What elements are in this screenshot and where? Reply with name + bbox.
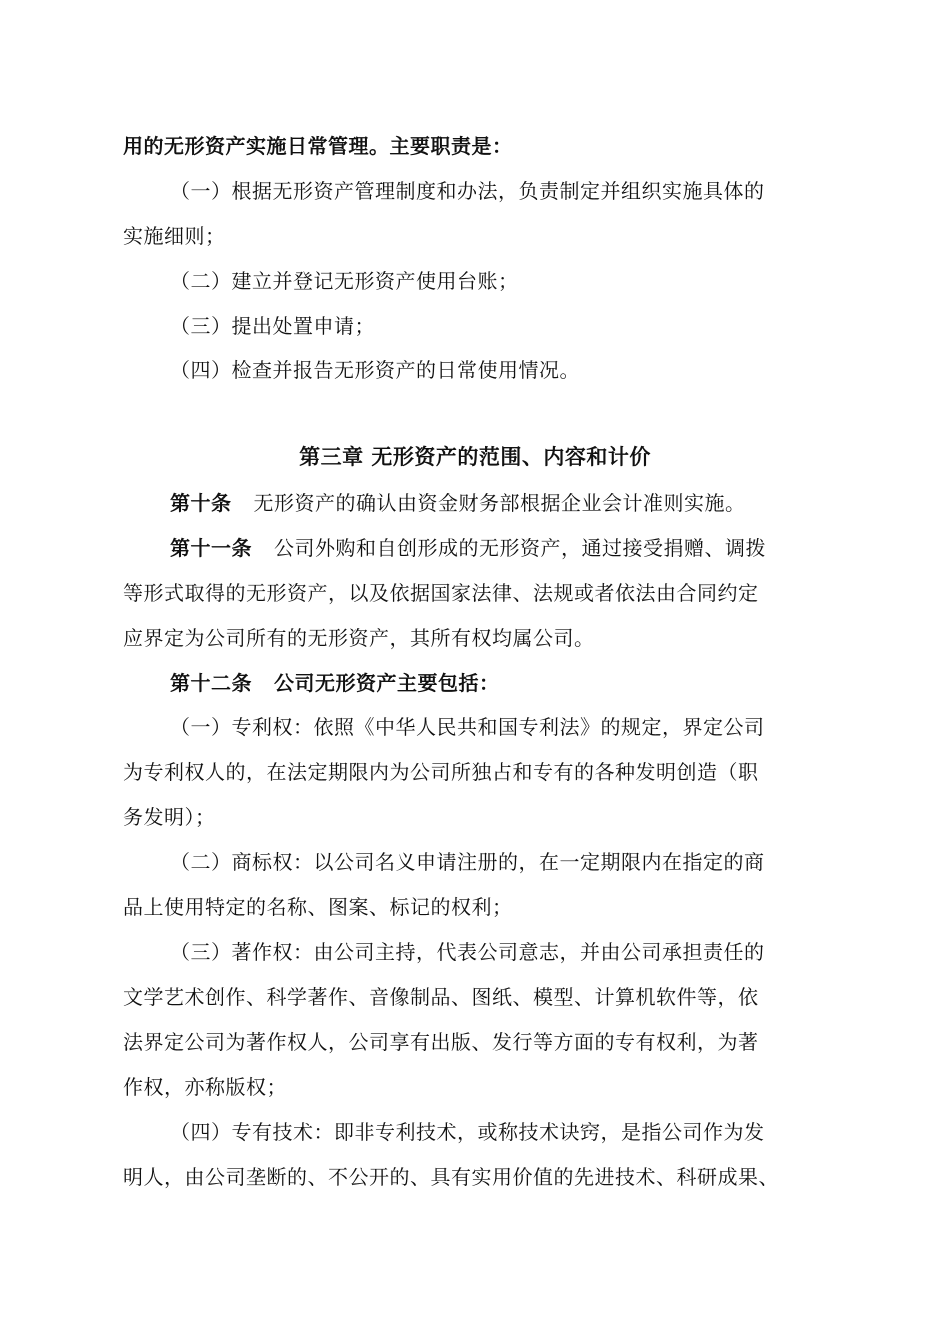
article-12-text: 公司无形资产主要包括： (274, 671, 500, 695)
duty-item-1: （一）根据无形资产管理制度和办法，负责制定并组织实施具体的 (170, 179, 765, 203)
scope-item-3-cont-3: 作权，亦称版权； (123, 1075, 287, 1099)
article-12-label: 第十二条 (170, 671, 252, 695)
duty-item-2: （二）建立并登记无形资产使用台账； (170, 269, 519, 293)
article-12 (0, 669, 950, 697)
article-10 (0, 489, 950, 517)
scope-item-1: （一）专利权：依照《中华人民共和国专利法》的规定，界定公司 (170, 715, 765, 739)
article-10-text: 无形资产的确认由资金财务部根据企业会计准则实施。 (253, 491, 746, 515)
scope-item-4-cont: 明人，由公司垄断的、不公开的、具有实用价值的先进技术、科研成果、 (123, 1165, 779, 1189)
scope-item-3: （三）著作权：由公司主持，代表公司意志，并由公司承担责任的 (170, 940, 765, 964)
duty-item-4: （四）检查并报告无形资产的日常使用情况。 (170, 358, 580, 382)
duty-item-1-cont: 实施细则； (123, 224, 226, 248)
scope-item-4: （四）专有技术：即非专利技术，或称技术诀窍，是指公司作为发 (170, 1120, 765, 1144)
article-11 (0, 534, 950, 562)
scope-item-2: （二）商标权：以公司名义申请注册的，在一定期限内在指定的商 (170, 850, 765, 874)
article-11-text-3: 应界定为公司所有的无形资产，其所有权均属公司。 (123, 626, 595, 650)
article-11-text-1: 公司外购和自创形成的无形资产，通过接受捐赠、调拨 (274, 536, 766, 560)
chapter-title: 第三章 无形资产的范围、内容和计价 (299, 444, 651, 469)
article-11-label: 第十一条 (170, 536, 252, 560)
scope-item-2-cont: 品上使用特定的名称、图案、标记的权利； (123, 895, 513, 919)
scope-item-1-cont-1: 为专利权人的，在法定期限内为公司所独占和专有的各种发明创造（职 (123, 760, 759, 784)
duties-intro: 用的无形资产实施日常管理。主要职责是： (123, 134, 513, 158)
scope-item-3-cont-1: 文学艺术创作、科学著作、音像制品、图纸、模型、计算机软件等，依 (123, 985, 759, 1009)
duty-item-3: （三）提出处置申请； (170, 314, 375, 338)
article-10-label: 第十条 (170, 491, 232, 515)
scope-item-3-cont-2: 法界定公司为著作权人，公司享有出版、发行等方面的专有权利，为著 (123, 1030, 759, 1054)
scope-item-1-cont-2: 务发明）； (123, 805, 216, 829)
article-11-text-2: 等形式取得的无形资产，以及依据国家法律、法规或者依法由合同约定 (123, 581, 759, 605)
